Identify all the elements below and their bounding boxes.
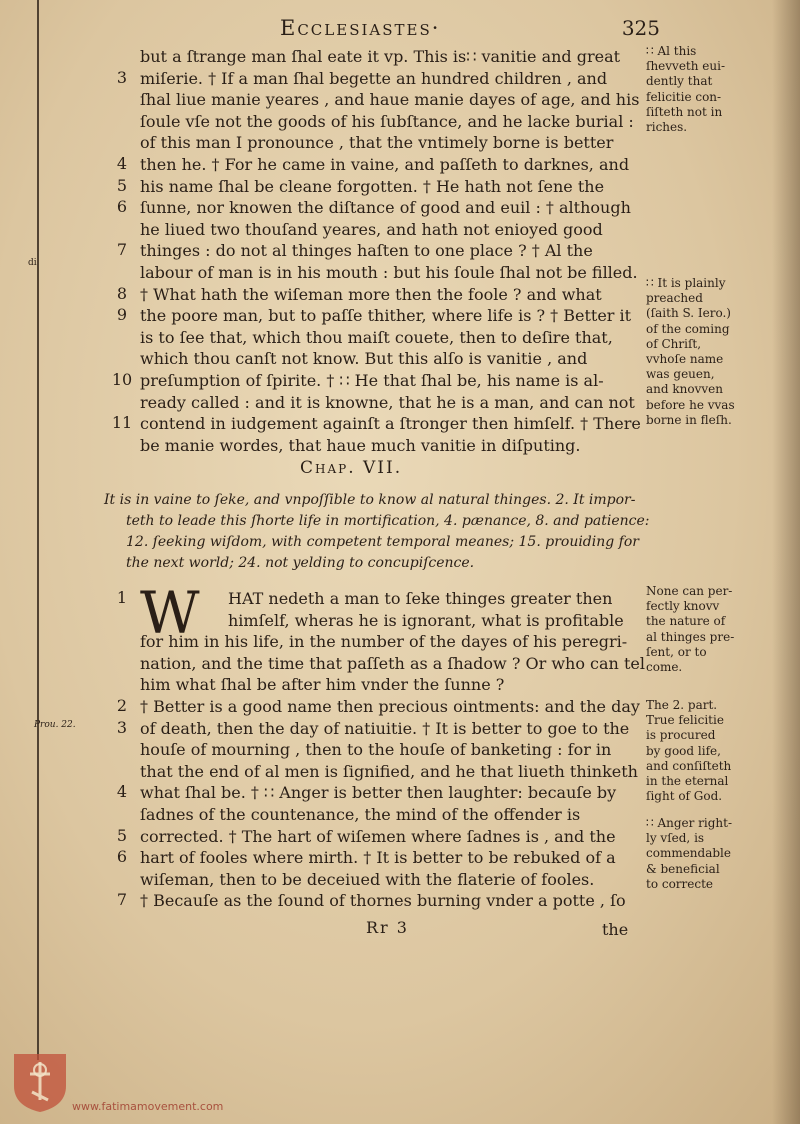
summary-line: teth to leade this ſhorte life in mortification, 4. pænance, 8. and patience: [126,513,650,529]
verse-number: 9 [116,305,128,325]
note-line: and knovven [646,382,723,397]
book-title: Ecclesiastes· [280,16,441,40]
drop-cap: W [140,579,200,647]
verses-bottom-text [140,631,645,912]
margin-note-felicitie-2 [646,698,766,804]
verse-number: 11 [111,413,133,433]
note-line: & beneficial [646,861,720,876]
text-line: † Better is a good name then precious ointments: and the day [140,696,640,716]
note-line: riches. [646,120,688,135]
verse-number: 6 [116,847,128,867]
text-line: for him in his life, in the number of the dayes of his peregri- [140,632,628,652]
text-line: he liued two thouſand yeares, and hath not enioyed good [140,219,603,239]
fatima-crest-icon [12,1052,68,1114]
note-line: borne in fleſh. [646,412,732,427]
gutter-rule [37,0,39,1060]
summary-line: It is in vaine to ſeke, and vnpoſſible to know al natural thinges. 2. It impor- [104,492,636,508]
verse-number: 2 [116,696,128,715]
note-line: before he vvas [646,397,735,412]
catchword: the [602,920,629,939]
verse-number: 5 [116,825,128,845]
verse-number: 6 [116,197,128,217]
text-line: † What hath the wiſeman more then the foole ? and what [140,284,602,304]
summary-line: 12. ſeeking wiſdom, with competent temporal meanes; 15. prouiding for [126,534,639,550]
verses-top-text [140,46,640,456]
note-line: The 2. part. [646,698,718,712]
verse-number: 4 [116,154,128,173]
running-header [260,16,660,42]
summary-line: the next world; 24. not yelding to concupiſcence. [126,555,475,571]
text-line: ſoule vſe not the goods of his ſubſtance, and he lacke burial : [140,111,634,131]
note-line: the nature of [646,614,726,629]
text-line: corrected. † The hart of wiſemen where ſadnes is , and the [140,826,616,846]
text-line: himſelf, wheras he is ignorant, what is profitable [228,610,624,630]
margin-note-felicitie [646,44,766,135]
note-line: is procured [646,728,716,743]
note-line: fectly knovv [646,599,720,614]
note-line: ∷ It is plainly [646,276,726,290]
page-number: 325 [621,16,660,40]
text-line: † Becauſe as the ſound of thornes burning vnder a potte , ſo [140,891,626,911]
note-line: al thinges pre- [646,629,735,644]
verse-number: 1 [116,588,128,607]
text-line: HAT nedeth a man to ſeke thinges greater then [228,589,613,608]
note-line: of Chriſt, [646,336,702,351]
text-line: ſadnes of the countenance, the mind of the offender is [140,804,581,824]
note-line: ſent, or to [646,644,707,659]
text-line: his name ſhal be cleane forgotten. † He hath not ſene the [140,176,605,196]
note-line: by good life, [646,743,721,758]
watermark-url: www.fatimamovement.com [72,1100,224,1113]
text-line: him what ſhal be after him vnder the ſunne ? [140,675,505,695]
text-line: of death, then the day of natiuitie. † It is better to goe to the [140,718,630,738]
margin-note-anger [646,816,766,892]
verse-number: 5 [116,175,128,195]
verse-number: 7 [116,240,128,260]
text-line: miſerie. † If a man ſhal begette an hundred children , and [140,68,608,88]
note-line: ſight of God. [646,789,723,804]
note-line: was geuen, [646,367,715,382]
note-line: of the coming [646,321,730,336]
text-line: hart of fooles where mirth. † It is better to be rebuked of a [140,848,616,868]
verse-number: 7 [116,890,128,910]
text-line: ſhal liue manie yeares , and haue manie dayes of age, and his [140,90,640,110]
signature-mark: Rr 3 [366,918,409,937]
text-line: that the end of al men is ſignified, and he that liueth thinketh [140,761,638,781]
note-line: None can per- [646,584,733,598]
text-line: contend in iudgement againſt a ſtronger then himſelf. † There [140,414,641,434]
text-line: houſe of mourning , then to the houſe of banketing : for in [140,740,612,760]
note-line: (ſaith S. Iero.) [646,306,731,321]
chapter-title: Chap. VII. [300,458,403,478]
text-line: preſumption of ſpirite. † ∷ He that ſhal be, his name is al- [140,370,604,390]
text-line: ſunne, nor knowen the diſtance of good and euil : † although [140,198,631,218]
note-line: felicitie con- [646,89,722,104]
text-line: wiſeman, then to be deceiued with the flaterie of fooles. [140,869,595,889]
page-edge-shadow [772,0,800,1124]
note-line: to correcte [646,876,714,891]
left-margin-mark: di [28,258,37,268]
verses-bottom-opening [228,588,640,631]
note-line: commendable [646,846,731,861]
note-line: dently that [646,74,713,89]
verse-number: 4 [116,782,128,802]
text-line: of this man I pronounce , that the vntimely borne is better [140,133,614,153]
text-line: labour of man is in his mouth : but his ſoule ſhal not be filled. [140,262,638,282]
margin-note-nature [646,584,766,675]
text-line: is to ſee that, which thou maiſt couete, then to deſire that, [140,327,613,347]
note-line: and conſiſteth [646,758,732,773]
text-line: what ſhal be. † ∷ Anger is better then laughter: becauſe by [140,783,617,803]
note-line: True felicitie [646,713,724,728]
cross-reference: Prou. 22. [34,720,76,730]
note-line: ſhevveth eui- [646,59,726,74]
text-line: which thou canſt not know. But this alſo is vanitie , and [140,349,588,369]
text-line: thinges : do not al thinges haſten to one place ? † Al the [140,241,593,261]
verse-number: 3 [116,67,128,87]
note-line: ly vſed, is [646,831,705,846]
note-line: ſiſteth not in [646,104,723,119]
note-line: in the eternal [646,774,729,789]
note-line: ∷ Al this [646,44,697,58]
verse-number: 10 [111,370,133,389]
margin-note-christ [646,276,766,428]
text-line: the poore man, but to paſſe thither, where life is ? † Better it [140,306,632,326]
text-line: be manie wordes, that haue much vanitie in diſputing. [140,435,581,455]
verse-number: 8 [116,283,128,303]
text-line: then he. † For he came in vaine, and paſſeth to darknes, and [140,154,630,174]
text-line: but a ſtrange man ſhal eate it vp. This is∷ vanitie and great [140,47,621,66]
note-line: preached [646,291,703,306]
text-line: ready called : and it is knowne, that he is a man, and can not [140,392,635,412]
note-line: ∷ Anger right- [646,816,733,830]
note-line: come. [646,660,683,675]
note-line: vvhoſe name [646,352,724,367]
verse-number: 3 [116,717,128,737]
text-line: nation, and the time that paſſeth as a ſhadow ? Or who can tel [140,653,645,673]
chapter-summary [104,490,650,574]
